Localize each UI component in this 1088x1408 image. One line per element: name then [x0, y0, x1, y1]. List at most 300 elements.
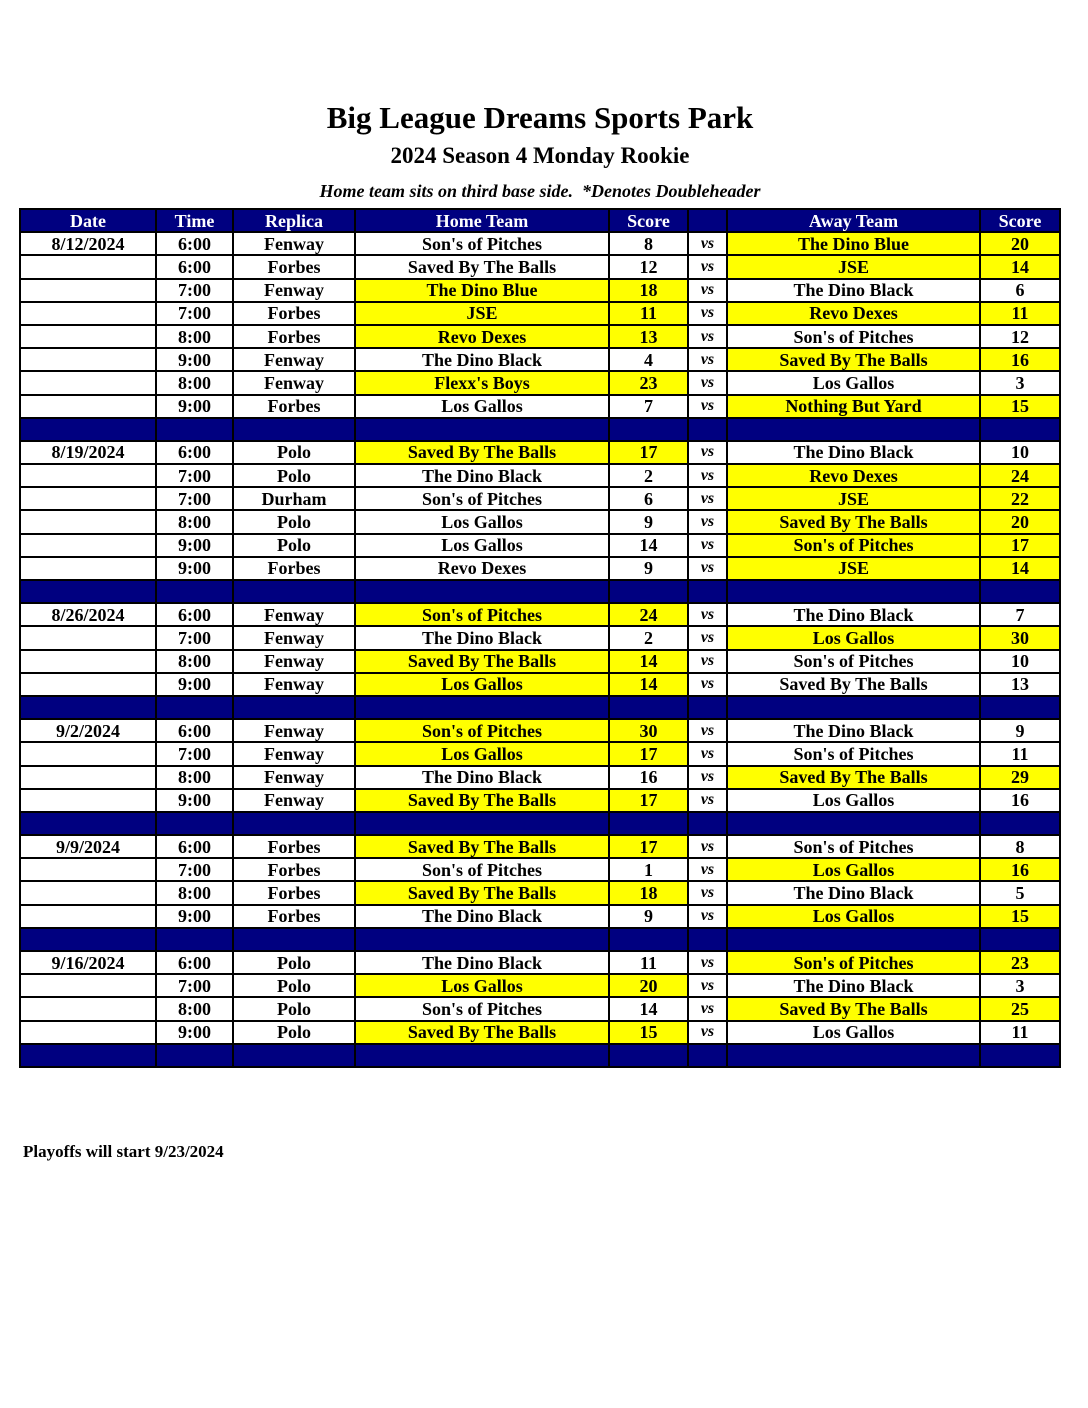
- game-field: Durham: [233, 487, 355, 510]
- vs-label: vs: [688, 789, 727, 812]
- playoffs-note: Playoffs will start 9/23/2024: [23, 1142, 224, 1161]
- separator-cell: [980, 812, 1060, 835]
- game-field: Forbes: [233, 395, 355, 418]
- away-team: Revo Dexes: [727, 302, 980, 325]
- game-date: [20, 858, 156, 881]
- home-score: 17: [609, 441, 688, 464]
- home-score: 2: [609, 626, 688, 649]
- vs-label: vs: [688, 766, 727, 789]
- vs-label: vs: [688, 395, 727, 418]
- home-score: 30: [609, 719, 688, 742]
- home-team: Son's of Pitches: [355, 719, 609, 742]
- away-team: The Dino Black: [727, 974, 980, 997]
- home-score: 11: [609, 302, 688, 325]
- game-date: [20, 371, 156, 394]
- game-row: [20, 997, 1060, 1020]
- away-team: Son's of Pitches: [727, 951, 980, 974]
- home-team: Son's of Pitches: [355, 858, 609, 881]
- game-date: [20, 650, 156, 673]
- game-time: 7:00: [156, 464, 233, 487]
- game-field: Forbes: [233, 905, 355, 928]
- vs-label: vs: [688, 905, 727, 928]
- game-time: 7:00: [156, 858, 233, 881]
- col-date: Date: [20, 209, 156, 232]
- game-time: 6:00: [156, 232, 233, 255]
- page-title: Big League Dreams Sports Park: [326, 100, 754, 135]
- home-team: Son's of Pitches: [355, 603, 609, 626]
- game-time: 7:00: [156, 626, 233, 649]
- game-time: 6:00: [156, 835, 233, 858]
- game-row: [20, 441, 1060, 464]
- away-team: JSE: [727, 557, 980, 580]
- away-score: 16: [980, 348, 1060, 371]
- home-score: 9: [609, 557, 688, 580]
- separator-cell: [727, 418, 980, 441]
- away-team: Saved By The Balls: [727, 766, 980, 789]
- separator-cell: [980, 1044, 1060, 1067]
- separator-cell: [980, 580, 1060, 603]
- away-team: The Dino Black: [727, 881, 980, 904]
- vs-label: vs: [688, 974, 727, 997]
- game-date: [20, 789, 156, 812]
- game-date: [20, 279, 156, 302]
- vs-label: vs: [688, 881, 727, 904]
- game-date: [20, 905, 156, 928]
- home-team: Saved By The Balls: [355, 1021, 609, 1044]
- vs-label: vs: [688, 1021, 727, 1044]
- game-field: Polo: [233, 441, 355, 464]
- away-score: 17: [980, 534, 1060, 557]
- vs-label: vs: [688, 232, 727, 255]
- separator-cell: [233, 696, 355, 719]
- game-time: 8:00: [156, 997, 233, 1020]
- home-score: 16: [609, 766, 688, 789]
- separator-cell: [156, 696, 233, 719]
- home-score: 18: [609, 881, 688, 904]
- away-score: 23: [980, 951, 1060, 974]
- separator-cell: [355, 1044, 609, 1067]
- separator-cell: [156, 1044, 233, 1067]
- game-date: [20, 348, 156, 371]
- game-time: 8:00: [156, 371, 233, 394]
- away-score: 16: [980, 789, 1060, 812]
- away-team: Son's of Pitches: [727, 742, 980, 765]
- vs-label: vs: [688, 325, 727, 348]
- game-field: Forbes: [233, 302, 355, 325]
- away-score: 15: [980, 395, 1060, 418]
- separator-cell: [727, 812, 980, 835]
- vs-label: vs: [688, 719, 727, 742]
- game-time: 9:00: [156, 1021, 233, 1044]
- game-time: 6:00: [156, 441, 233, 464]
- game-row: [20, 1021, 1060, 1044]
- home-team: Saved By The Balls: [355, 835, 609, 858]
- away-team: Los Gallos: [727, 1021, 980, 1044]
- away-score: 24: [980, 464, 1060, 487]
- home-score: 11: [609, 951, 688, 974]
- away-score: 13: [980, 673, 1060, 696]
- separator-cell: [233, 418, 355, 441]
- game-row: [20, 905, 1060, 928]
- game-date: [20, 974, 156, 997]
- game-time: 6:00: [156, 603, 233, 626]
- game-field: Fenway: [233, 766, 355, 789]
- home-score: 9: [609, 510, 688, 533]
- vs-label: vs: [688, 510, 727, 533]
- vs-label: vs: [688, 487, 727, 510]
- home-score: 6: [609, 487, 688, 510]
- separator-cell: [688, 580, 727, 603]
- game-date: 9/16/2024: [20, 951, 156, 974]
- game-time: 9:00: [156, 395, 233, 418]
- game-time: 9:00: [156, 673, 233, 696]
- game-field: Polo: [233, 464, 355, 487]
- away-score: 16: [980, 858, 1060, 881]
- game-row: [20, 974, 1060, 997]
- away-score: 11: [980, 1021, 1060, 1044]
- game-time: 6:00: [156, 719, 233, 742]
- separator-cell: [727, 696, 980, 719]
- away-score: 8: [980, 835, 1060, 858]
- game-field: Fenway: [233, 371, 355, 394]
- separator-cell: [156, 928, 233, 951]
- separator-cell: [355, 418, 609, 441]
- game-date: [20, 766, 156, 789]
- game-row: [20, 325, 1060, 348]
- home-team: Los Gallos: [355, 974, 609, 997]
- game-row: [20, 742, 1060, 765]
- away-score: 11: [980, 302, 1060, 325]
- away-score: 25: [980, 997, 1060, 1020]
- away-team: Son's of Pitches: [727, 325, 980, 348]
- vs-label: vs: [688, 650, 727, 673]
- away-score: 11: [980, 742, 1060, 765]
- separator-cell: [980, 696, 1060, 719]
- home-team: Los Gallos: [355, 534, 609, 557]
- home-team: The Dino Black: [355, 905, 609, 928]
- away-team: Los Gallos: [727, 789, 980, 812]
- col-home-team: Home Team: [355, 209, 609, 232]
- vs-label: vs: [688, 673, 727, 696]
- game-time: 8:00: [156, 510, 233, 533]
- home-score: 23: [609, 371, 688, 394]
- home-team: Saved By The Balls: [355, 881, 609, 904]
- home-team: The Dino Black: [355, 951, 609, 974]
- game-row: [20, 232, 1060, 255]
- vs-label: vs: [688, 534, 727, 557]
- game-date: [20, 626, 156, 649]
- away-team: The Dino Black: [727, 603, 980, 626]
- game-time: 7:00: [156, 302, 233, 325]
- game-row: [20, 371, 1060, 394]
- game-time: 9:00: [156, 557, 233, 580]
- away-score: 12: [980, 325, 1060, 348]
- home-team: Los Gallos: [355, 742, 609, 765]
- home-team: Los Gallos: [355, 510, 609, 533]
- game-field: Fenway: [233, 603, 355, 626]
- home-team: Saved By The Balls: [355, 441, 609, 464]
- home-team: Saved By The Balls: [355, 255, 609, 278]
- game-date: [20, 534, 156, 557]
- separator-cell: [980, 418, 1060, 441]
- away-team: Saved By The Balls: [727, 510, 980, 533]
- home-score: 13: [609, 325, 688, 348]
- game-row: [20, 650, 1060, 673]
- game-date: [20, 487, 156, 510]
- home-score: 14: [609, 534, 688, 557]
- separator-cell: [233, 1044, 355, 1067]
- separator-cell: [688, 696, 727, 719]
- away-team: Los Gallos: [727, 905, 980, 928]
- home-team: The Dino Black: [355, 626, 609, 649]
- vs-label: vs: [688, 279, 727, 302]
- away-score: 22: [980, 487, 1060, 510]
- away-score: 10: [980, 650, 1060, 673]
- separator-cell: [156, 418, 233, 441]
- game-row: [20, 302, 1060, 325]
- game-time: 7:00: [156, 279, 233, 302]
- home-team: The Dino Black: [355, 464, 609, 487]
- away-team: The Dino Black: [727, 441, 980, 464]
- game-field: Polo: [233, 951, 355, 974]
- vs-label: vs: [688, 997, 727, 1020]
- home-score: 14: [609, 650, 688, 673]
- away-score: 15: [980, 905, 1060, 928]
- game-row: [20, 464, 1060, 487]
- game-date: [20, 557, 156, 580]
- game-time: 6:00: [156, 255, 233, 278]
- separator-cell: [688, 1044, 727, 1067]
- separator-cell: [609, 418, 688, 441]
- home-team: Son's of Pitches: [355, 997, 609, 1020]
- game-time: 8:00: [156, 650, 233, 673]
- separator-cell: [688, 812, 727, 835]
- home-score: 1: [609, 858, 688, 881]
- away-score: 20: [980, 232, 1060, 255]
- away-score: 14: [980, 557, 1060, 580]
- schedule-table: [19, 208, 1061, 1068]
- game-time: 8:00: [156, 325, 233, 348]
- away-score: 30: [980, 626, 1060, 649]
- separator-cell: [609, 812, 688, 835]
- vs-label: vs: [688, 441, 727, 464]
- separator-cell: [233, 928, 355, 951]
- separator-cell: [233, 812, 355, 835]
- home-team: Saved By The Balls: [355, 650, 609, 673]
- vs-label: vs: [688, 255, 727, 278]
- game-time: 8:00: [156, 881, 233, 904]
- separator-cell: [20, 418, 156, 441]
- home-score: 12: [609, 255, 688, 278]
- separator-cell: [609, 928, 688, 951]
- week-separator: [20, 1044, 1060, 1067]
- separator-cell: [156, 812, 233, 835]
- game-date: [20, 302, 156, 325]
- away-score: 5: [980, 881, 1060, 904]
- game-time: 9:00: [156, 348, 233, 371]
- game-field: Polo: [233, 974, 355, 997]
- away-team: The Dino Black: [727, 279, 980, 302]
- week-separator: [20, 928, 1060, 951]
- away-team: The Dino Black: [727, 719, 980, 742]
- col-vs: [688, 209, 727, 232]
- separator-cell: [980, 928, 1060, 951]
- away-team: JSE: [727, 487, 980, 510]
- home-team: The Dino Blue: [355, 279, 609, 302]
- game-date: 8/26/2024: [20, 603, 156, 626]
- game-field: Forbes: [233, 557, 355, 580]
- home-team: JSE: [355, 302, 609, 325]
- game-date: [20, 673, 156, 696]
- game-field: Fenway: [233, 742, 355, 765]
- game-date: [20, 464, 156, 487]
- home-score: 20: [609, 974, 688, 997]
- schedule-note: Home team sits on third base side. *Denotes Doubleheader: [319, 181, 761, 201]
- vs-label: vs: [688, 626, 727, 649]
- game-time: 7:00: [156, 974, 233, 997]
- game-time: 7:00: [156, 742, 233, 765]
- game-row: [20, 510, 1060, 533]
- col-home-score: Score: [609, 209, 688, 232]
- away-score: 3: [980, 371, 1060, 394]
- home-team: Revo Dexes: [355, 325, 609, 348]
- separator-cell: [233, 580, 355, 603]
- game-field: Polo: [233, 534, 355, 557]
- home-team: Son's of Pitches: [355, 232, 609, 255]
- separator-cell: [20, 696, 156, 719]
- game-time: 6:00: [156, 951, 233, 974]
- week-separator: [20, 696, 1060, 719]
- separator-cell: [156, 580, 233, 603]
- game-row: [20, 835, 1060, 858]
- game-row: [20, 951, 1060, 974]
- game-date: [20, 881, 156, 904]
- away-score: 14: [980, 255, 1060, 278]
- home-score: 15: [609, 1021, 688, 1044]
- game-field: Fenway: [233, 673, 355, 696]
- separator-cell: [727, 928, 980, 951]
- game-field: Fenway: [233, 279, 355, 302]
- home-team: Flexx's Boys: [355, 371, 609, 394]
- game-field: Polo: [233, 997, 355, 1020]
- home-score: 14: [609, 673, 688, 696]
- separator-cell: [355, 580, 609, 603]
- separator-cell: [20, 812, 156, 835]
- away-team: Saved By The Balls: [727, 673, 980, 696]
- separator-cell: [609, 580, 688, 603]
- home-team: The Dino Black: [355, 348, 609, 371]
- game-field: Forbes: [233, 835, 355, 858]
- week-separator: [20, 812, 1060, 835]
- game-field: Polo: [233, 1021, 355, 1044]
- home-score: 17: [609, 789, 688, 812]
- game-field: Fenway: [233, 719, 355, 742]
- away-score: 20: [980, 510, 1060, 533]
- away-team: Los Gallos: [727, 858, 980, 881]
- game-date: 8/19/2024: [20, 441, 156, 464]
- game-time: 9:00: [156, 789, 233, 812]
- week-separator: [20, 418, 1060, 441]
- game-date: [20, 997, 156, 1020]
- separator-cell: [609, 696, 688, 719]
- game-row: [20, 255, 1060, 278]
- home-team: Los Gallos: [355, 673, 609, 696]
- game-row: [20, 673, 1060, 696]
- home-team: Saved By The Balls: [355, 789, 609, 812]
- separator-cell: [20, 928, 156, 951]
- game-field: Forbes: [233, 255, 355, 278]
- vs-label: vs: [688, 951, 727, 974]
- game-date: 8/12/2024: [20, 232, 156, 255]
- game-row: [20, 534, 1060, 557]
- game-date: [20, 742, 156, 765]
- away-team: Los Gallos: [727, 626, 980, 649]
- game-field: Polo: [233, 510, 355, 533]
- game-row: [20, 858, 1060, 881]
- home-score: 7: [609, 395, 688, 418]
- game-row: [20, 766, 1060, 789]
- home-team: Los Gallos: [355, 395, 609, 418]
- home-score: 24: [609, 603, 688, 626]
- game-field: Fenway: [233, 232, 355, 255]
- separator-cell: [355, 928, 609, 951]
- away-team: The Dino Blue: [727, 232, 980, 255]
- game-row: [20, 557, 1060, 580]
- away-score: 6: [980, 279, 1060, 302]
- game-date: [20, 1021, 156, 1044]
- vs-label: vs: [688, 302, 727, 325]
- away-team: Son's of Pitches: [727, 835, 980, 858]
- game-row: [20, 603, 1060, 626]
- home-score: 14: [609, 997, 688, 1020]
- away-team: Son's of Pitches: [727, 534, 980, 557]
- game-row: [20, 348, 1060, 371]
- home-score: 4: [609, 348, 688, 371]
- away-score: 10: [980, 441, 1060, 464]
- separator-cell: [688, 418, 727, 441]
- away-score: 29: [980, 766, 1060, 789]
- separator-cell: [727, 1044, 980, 1067]
- header-row: [20, 209, 1060, 232]
- vs-label: vs: [688, 348, 727, 371]
- game-date: [20, 395, 156, 418]
- game-field: Forbes: [233, 858, 355, 881]
- separator-cell: [20, 580, 156, 603]
- vs-label: vs: [688, 835, 727, 858]
- game-row: [20, 487, 1060, 510]
- vs-label: vs: [688, 371, 727, 394]
- home-score: 8: [609, 232, 688, 255]
- col-time: Time: [156, 209, 233, 232]
- away-score: 9: [980, 719, 1060, 742]
- game-row: [20, 789, 1060, 812]
- game-field: Forbes: [233, 881, 355, 904]
- away-team: Son's of Pitches: [727, 650, 980, 673]
- game-field: Fenway: [233, 348, 355, 371]
- game-time: 9:00: [156, 905, 233, 928]
- away-team: JSE: [727, 255, 980, 278]
- away-team: Nothing But Yard: [727, 395, 980, 418]
- home-score: 17: [609, 835, 688, 858]
- separator-cell: [355, 696, 609, 719]
- game-date: 9/9/2024: [20, 835, 156, 858]
- home-score: 2: [609, 464, 688, 487]
- away-team: Saved By The Balls: [727, 348, 980, 371]
- home-score: 9: [609, 905, 688, 928]
- home-team: Revo Dexes: [355, 557, 609, 580]
- separator-cell: [688, 928, 727, 951]
- vs-label: vs: [688, 742, 727, 765]
